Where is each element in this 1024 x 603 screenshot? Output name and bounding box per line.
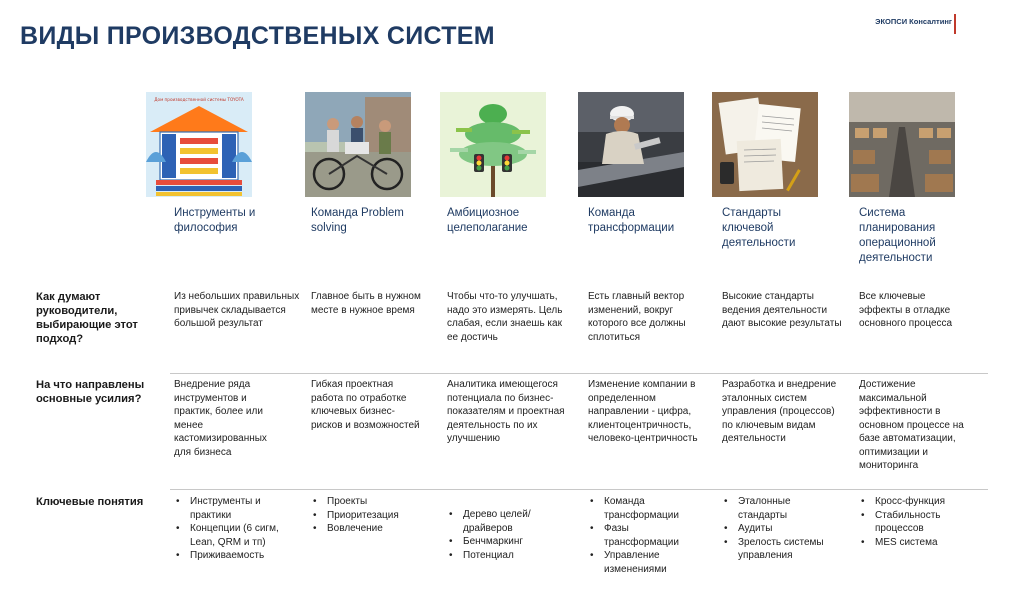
- list-item: • Эталонные стандарты: [722, 495, 840, 522]
- cell-effort-problem-solving: Гибкая проектная работа по отработке ключевых бизнес-рисков и возможностей: [311, 379, 420, 431]
- row-divider: [170, 489, 988, 490]
- row-heading-effort: На что направлены основные усилия?: [36, 379, 145, 405]
- list-item: • Кросс-функция: [859, 495, 977, 509]
- page-title: ВИДЫ ПРОИЗВОДСТВЕНЫХ СИСТЕМ: [20, 22, 495, 50]
- toyota-house-image: [146, 92, 252, 197]
- list-item: • Дерево целей/драйверов: [447, 508, 565, 535]
- documents-desk-image: [712, 92, 818, 197]
- factory-line-image: [849, 92, 955, 197]
- cell-think-goal-setting: Чтобы что-то улучшать, надо это измерять. Цель слабая, если знаешь как ее достичь: [447, 291, 563, 343]
- cell-concepts-tools: [174, 495, 292, 563]
- list-item: • Стабильность процессов: [859, 509, 977, 536]
- list-item: • Потенциал: [447, 549, 565, 563]
- brand-logo-text: ЭКОПСИ Консалтинг: [875, 17, 952, 26]
- cell-think-planning: Все ключевые эффекты в отладке основного процесса: [859, 291, 953, 329]
- cell-concepts-goal-setting: [447, 508, 565, 562]
- list-item: • Бенчмаркинг: [447, 535, 565, 549]
- brand-accent-bar: [954, 14, 956, 34]
- list-item: • Аудиты: [722, 522, 840, 536]
- column-heading-goal-setting: Амбициозное целеполагание: [447, 207, 528, 234]
- team-bicycle-image: [305, 92, 411, 197]
- cell-effort-planning: Достижение максимальной эффективности в основном процессе на базе автоматизации, оптимизации и мониторинга: [859, 379, 964, 471]
- cell-effort-transformation: Изменение компании в определенном направлении - цифра, клиентоцентричность, человеко-центричность: [588, 379, 698, 444]
- list-item: • Команда трансформации: [588, 495, 706, 522]
- list-item: • Концепции (6 сигм, Lean, QRM и тп): [174, 522, 292, 549]
- cell-effort-goal-setting: Аналитика имеющегося потенциала по бизнес-показателям и проектная деятельность по их улучшению: [447, 379, 565, 444]
- list-item: • Проекты: [311, 495, 429, 509]
- cell-concepts-transformation: [588, 495, 706, 576]
- thumbnail-caption: Дом производственной системы TOYOTA: [154, 97, 244, 102]
- cell-think-transformation: Есть главный вектор изменений, вокруг которого все должны сплотиться: [588, 291, 686, 343]
- list-item: • Управление изменениями: [588, 549, 706, 576]
- list-item: • Фазы трансформации: [588, 522, 706, 549]
- row-heading-think: Как думают руководители, выбирающие этот подход?: [36, 291, 138, 345]
- cell-effort-tools: Внедрение ряда инструментов и практик, более или менее кастомизированных для бизнеса: [174, 379, 267, 458]
- worker-helmet-image: [578, 92, 684, 197]
- column-heading-problem-solving: Команда Problem solving: [311, 207, 404, 234]
- column-heading-planning: Система планирования операционной деятельности: [859, 207, 936, 264]
- cell-concepts-problem-solving: [311, 495, 429, 536]
- list-item: • Приоритезация: [311, 509, 429, 523]
- cell-think-problem-solving: Главное быть в нужном месте в нужное время: [311, 291, 421, 316]
- column-heading-standards: Стандарты ключевой деятельности: [722, 207, 796, 249]
- cell-think-tools: Из небольших правильных привычек складывается большой результат: [174, 291, 300, 329]
- row-divider: [170, 373, 988, 374]
- goal-tree-image: [440, 92, 546, 197]
- cell-effort-standards: Разработка и внедрение эталонных систем управления (процессов) по ключевым видам деятельности: [722, 379, 837, 444]
- list-item: • Инструменты и практики: [174, 495, 292, 522]
- list-item: • Зрелость системы управления: [722, 536, 840, 563]
- cell-concepts-planning: [859, 495, 977, 549]
- list-item: • Вовлечение: [311, 522, 429, 536]
- column-heading-tools: Инструменты и философия: [174, 207, 256, 234]
- list-item: • Приживаемость: [174, 549, 292, 563]
- list-item: • MES система: [859, 536, 977, 550]
- cell-think-standards: Высокие стандарты ведения деятельности дают высокие результаты: [722, 291, 842, 329]
- row-heading-concepts: Ключевые понятия: [36, 496, 144, 508]
- cell-concepts-standards: [722, 495, 840, 563]
- column-heading-transformation: Команда трансформации: [588, 207, 675, 234]
